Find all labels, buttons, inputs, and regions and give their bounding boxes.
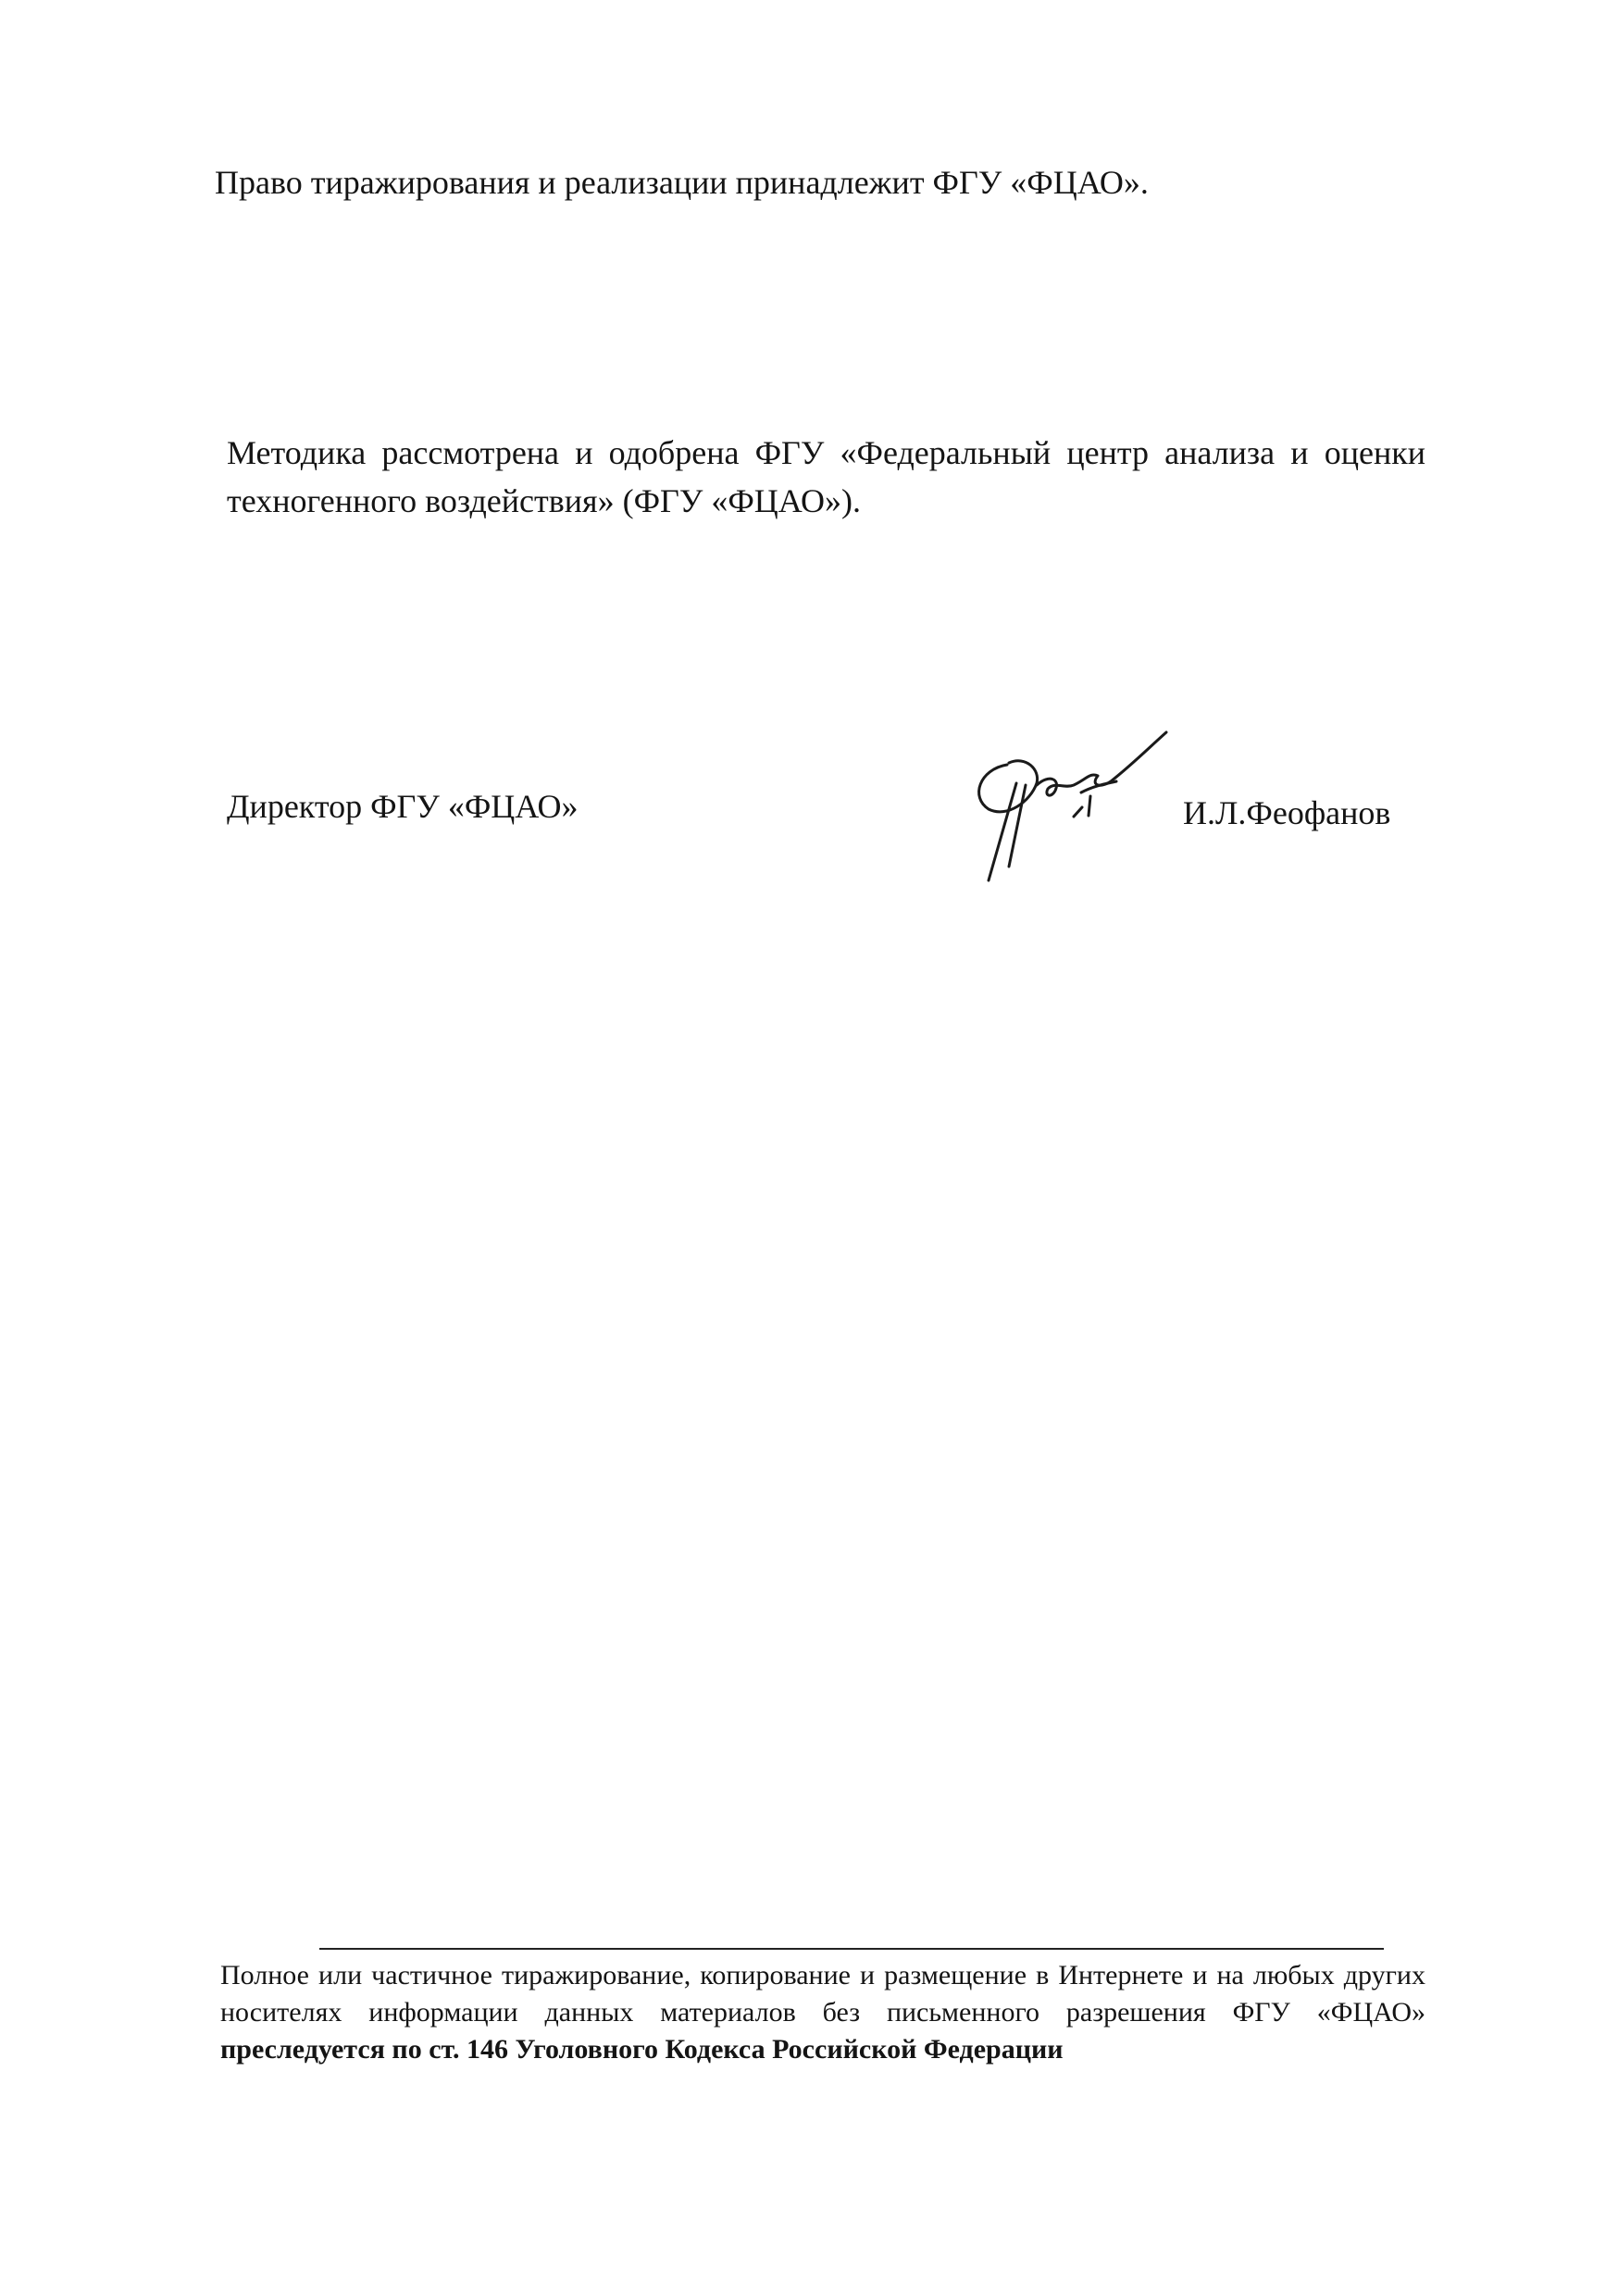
footnote-text: Полное или частичное тиражирование, копирование и размещение в Интернете и на любых других носителях информации данных материалов без письменного разрешения ФГУ «ФЦАО» — [220, 1960, 1425, 2028]
approval-notice: Методика рассмотрена и одобрена ФГУ «Федеральный центр анализа и оценки техногенного воздействия» (ФГУ «ФЦАО»). — [227, 434, 1425, 519]
rights-notice: Право тиражирования и реализации принадлежит ФГУ «ФЦАО». — [215, 164, 1149, 201]
signatory-title: Директор ФГУ «ФЦАО» — [227, 788, 579, 825]
footnote-legal-warning: преследуется по ст. 146 Уголовного Кодекса Российской Федерации — [220, 2034, 1064, 2065]
signature-mark — [952, 728, 1192, 885]
footnote — [220, 1957, 1425, 2068]
footnote-divider — [319, 1948, 1384, 1950]
signatory-name: И.Л.Феофанов — [1183, 794, 1391, 831]
